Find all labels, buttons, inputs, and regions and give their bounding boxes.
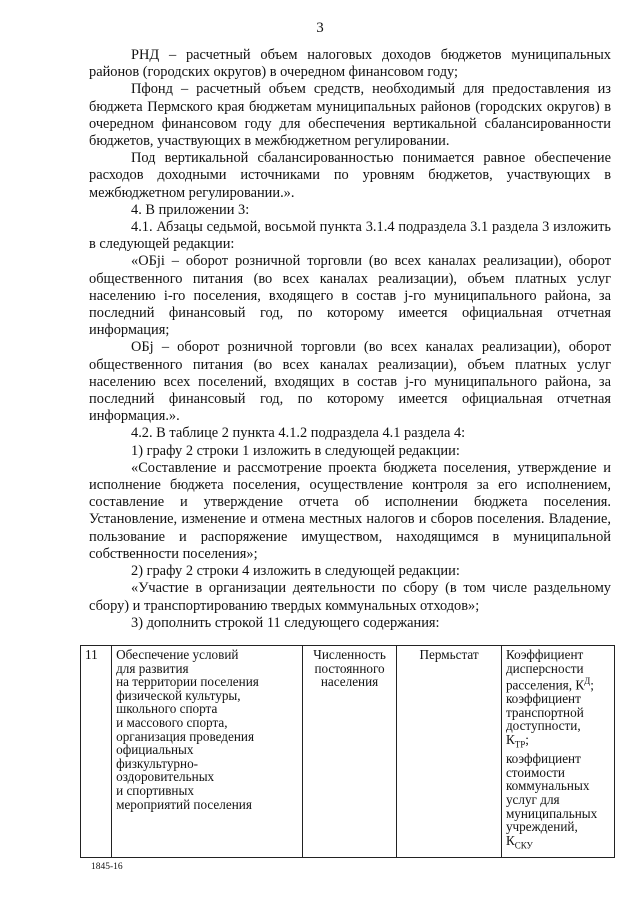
- coefficients-cell: [501, 646, 614, 858]
- cell-line: постоянного: [314, 660, 385, 676]
- cell-line: Обеспечение условий: [116, 647, 239, 662]
- cell-line: [506, 733, 610, 752]
- cell-line: транспортной: [505, 704, 584, 720]
- cell-line: учреждений,: [505, 819, 578, 835]
- cell-line: физической культуры,: [116, 687, 241, 703]
- paragraph: 3) дополнить строкой 11 следующего содержания:: [131, 614, 440, 631]
- cell-line: для развития: [116, 660, 189, 676]
- paragraph: 2) графу 2 строки 4 изложить в следующей редакции:: [131, 563, 460, 580]
- cell-line: на территории поселения: [116, 674, 259, 690]
- cell-line: Коэффициент: [505, 647, 584, 662]
- document-body: [89, 47, 611, 632]
- cell-line: оздоровительных: [116, 769, 215, 785]
- coef-symbol: К: [505, 731, 515, 747]
- cell-line: [506, 834, 610, 853]
- cell-line: мероприятий поселения: [116, 796, 252, 812]
- cell-line: муниципальных: [505, 805, 598, 821]
- paragraph: Под вертикальной сбалансированностью понимается равное обеспечение расходов доходными источниками по уровням бюджетов, участвующих в межбюджетном регулировании.».: [89, 150, 611, 201]
- cell-line: [506, 675, 610, 692]
- paragraph: Пфонд – расчетный объем средств, необходимый для предоставления из бюджета Пермского края бюджетам муниципальных районов (городских округов) в очередном финансовом году для обеспечения вертикальной сбалансированности бюджетов, участвующих в межбюджетном регулировании.: [89, 81, 611, 150]
- coef-symbol: К: [505, 832, 515, 848]
- annex-table: [80, 645, 615, 858]
- document-code: 1845-16: [91, 862, 123, 872]
- cell-line: доступности,: [505, 718, 581, 734]
- coef-superscript: Д: [584, 676, 591, 687]
- cell-line: организация проведения: [116, 728, 255, 744]
- quoted-paragraph: «Составление и рассмотрение проекта бюджета поселения, утверждение и исполнение бюджета поселения, осуществление контроля за его исполнением, составление и утверждение отчета об исполнении бюджета поселения. Установление, изменение и отмена местных налогов и сборов поселения. Владение, пользование и распоряжение имуществом, находящимся в муниципальной собственности поселения»;: [89, 459, 611, 562]
- paragraph: 4.1. Абзацы седьмой, восьмой пункта 3.1.4 подраздела 3.1 раздела 3 изложить в следующей редакции:: [89, 219, 611, 253]
- cell-line: физкультурно-: [116, 755, 199, 771]
- cell-line: коммунальных: [505, 778, 590, 794]
- coef-text: расселения, К: [505, 677, 585, 693]
- quoted-paragraph: «ОБji – оборот розничной торговли (во всех каналах реализации), оборот общественного питания (во всех каналах реализации), объем платных услуг населению i-го поселения, входящего в состав j-го муниципального района, за последний финансовый год, по которому имеется официальная отчетная информация;: [89, 253, 611, 339]
- quoted-paragraph: ОБj – оборот розничной торговли (во всех каналах реализации), оборот общественного питания (во всех каналах реализации), объем платных услуг населению всех поселений, входящих в состав j-го муниципального района, за последний финансовый год, по которому имеется официальная отчетная информация.».: [89, 339, 611, 425]
- cell-line: и спортивных: [116, 782, 194, 798]
- table-row: [81, 646, 615, 858]
- paragraph: РНД – расчетный объем налоговых доходов бюджетов муниципальных районов (городских округов) в очередном финансовом году;: [89, 47, 611, 81]
- coef-subscript: СКУ: [514, 840, 533, 851]
- paragraph: 4. В приложении 3:: [131, 201, 250, 218]
- cell-line: стоимости: [505, 764, 565, 780]
- cell-line: услуг для: [505, 791, 560, 807]
- coef-subscript: ТР: [514, 739, 526, 750]
- quoted-paragraph: «Участие в организации деятельности по сбору (в том числе раздельному сбору) и транспортированию твердых коммунальных отходов»;: [89, 580, 611, 614]
- page-number: 3: [316, 20, 324, 36]
- cell-line: Численность: [313, 647, 386, 662]
- coef-tail: ;: [590, 677, 594, 693]
- coef-tail: ;: [525, 731, 529, 747]
- source-cell: Пермьстат: [397, 646, 502, 858]
- paragraph: 4.2. В таблице 2 пункта 4.1.2 подраздела 4.1 раздела 4:: [131, 425, 466, 442]
- cell-line: коэффициент: [505, 691, 581, 707]
- cell-line: официальных: [116, 742, 194, 758]
- cell-line: населения: [320, 674, 379, 690]
- cell-line: коэффициент: [505, 751, 581, 767]
- paragraph: 1) графу 2 строки 1 изложить в следующей редакции:: [131, 442, 460, 459]
- authority-cell: [112, 646, 303, 858]
- row-number-cell: 11: [81, 646, 112, 858]
- indicator-cell: [302, 646, 396, 858]
- cell-line: и массового спорта,: [116, 714, 228, 730]
- cell-line: школьного спорта: [116, 701, 218, 717]
- cell-line: дисперсности: [505, 660, 584, 676]
